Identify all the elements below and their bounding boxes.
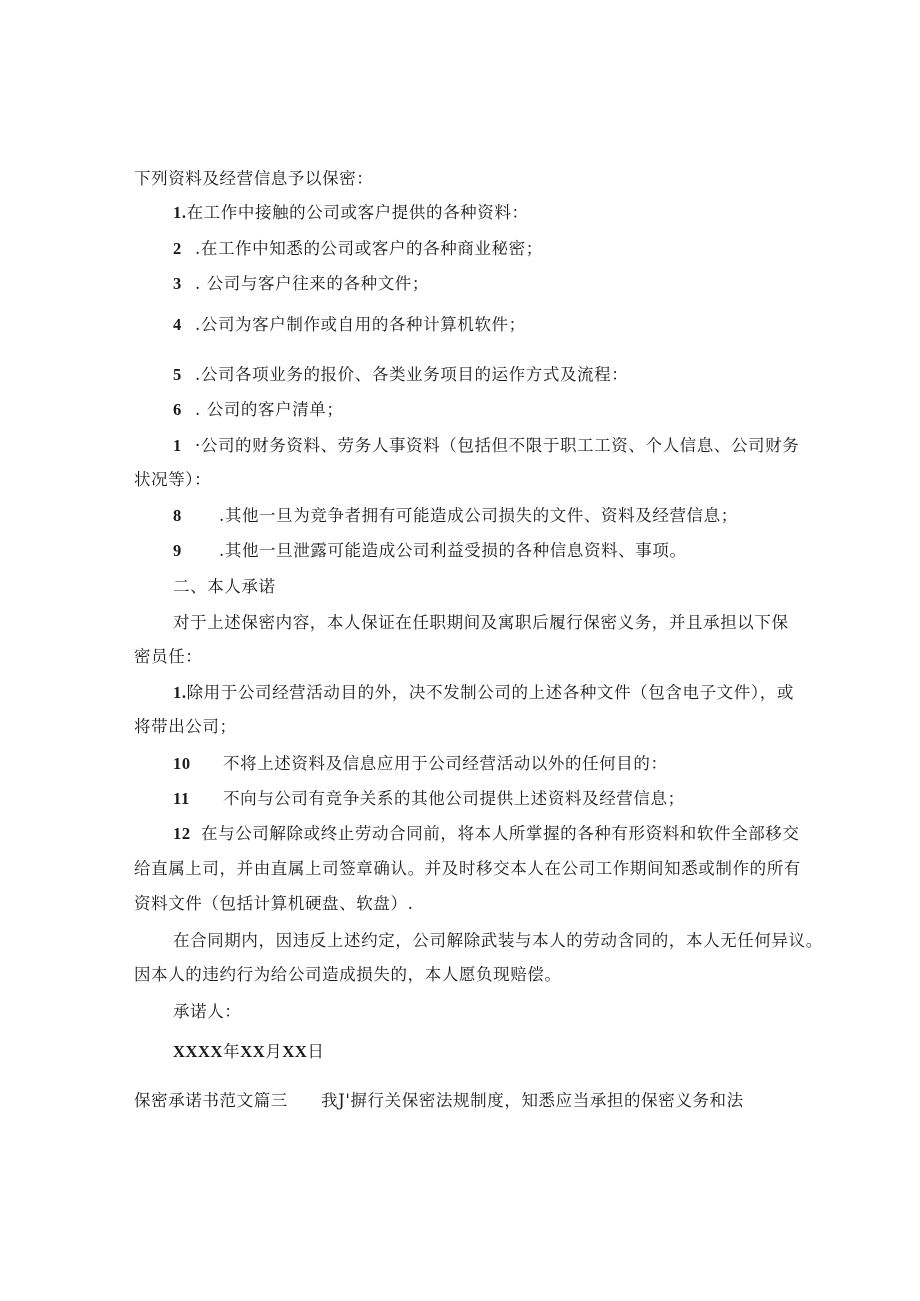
footer-section-title: 保密承诺书范文篇三 (134, 1091, 288, 1110)
item-text: . 公司的客户清单； (195, 400, 344, 419)
footer-section-text: 我J'摒行关保密法规制度，知悉应当承担的保密义务和法 (321, 1091, 744, 1110)
date-month: XX (240, 1042, 266, 1061)
date-year-unit: 年 (223, 1042, 241, 1061)
list-item-continuation: 状况等）： (134, 470, 212, 489)
item-number: 4 (173, 315, 182, 334)
list-item (173, 273, 429, 295)
item-number: 12 (173, 824, 191, 843)
promise-item (173, 788, 685, 810)
date-day-unit: 日 (307, 1042, 325, 1061)
list-item (173, 399, 344, 421)
closing-text-continuation: 因本人的违约行为给公司造成损失的，本人愿负现赔偿。 (134, 965, 562, 984)
promise-item (173, 753, 668, 775)
intro-text: 下列资料及经营信息予以保密： (134, 169, 374, 188)
item-number: 9 (173, 541, 182, 560)
item-number: 6 (173, 400, 182, 419)
item-number: 1. (173, 683, 187, 702)
signer-label: 承诺人： (173, 1002, 242, 1021)
item-text: . 公司与客户往来的各种文件； (195, 274, 429, 293)
item-text: .其他一旦泄露可能造成公司利益受损的各种信息资料、事项。 (219, 541, 687, 560)
item-number: 10 (173, 754, 191, 773)
list-item (173, 435, 799, 457)
item-number: 11 (173, 789, 190, 808)
promise-item-continuation: 将带出公司； (134, 717, 237, 736)
item-text: .公司为客户制作或自用的各种计算机软件； (195, 315, 526, 334)
date-month-unit: 月 (265, 1042, 283, 1061)
item-text: 在工作中接触的公司或客户提供的各种资料： (186, 203, 529, 222)
item-number: 1. (173, 203, 187, 222)
promise-item-continuation: 资料文件（包括计算机硬盘、软盘）. (134, 894, 414, 913)
promise-item (173, 682, 794, 704)
item-text: 不向与公司有竞争关系的其他公司提供上述资料及经营信息； (223, 789, 685, 808)
closing-text: 在合同期内，因违反上述约定，公司解除武装与本人的劳动含同的，本人无任何异议。 (173, 931, 823, 950)
item-text: ·公司的财务资料、劳务人事资料（包括但不限于职工工资、个人信息、公司财务 (195, 436, 800, 455)
list-item (173, 505, 738, 527)
item-text: .公司各项业务的报价、各类业务项目的运作方式及流程： (195, 365, 629, 384)
promise-item (173, 823, 800, 845)
promise-item-continuation: 给直属上司，并由直属上司签章确认。并及时移交本人在公司工作期间知悉或制作的所有 (134, 859, 801, 878)
item-number: 2 (173, 239, 182, 258)
item-text: .在工作中知悉的公司或客户的各种商业秘密； (195, 239, 543, 258)
item-number: 5 (173, 365, 182, 384)
item-number: 1 (173, 436, 182, 455)
promise-intro-continuation: 密员任： (134, 647, 203, 666)
item-text: 除用于公司经营活动目的外，决不发制公司的上述各种文件（包含电子文件），或 (186, 683, 794, 702)
item-text: .其他一旦为竞争者拥有可能造成公司损失的文件、资料及经营信息； (219, 506, 738, 525)
promise-intro: 对于上述保密内容，本人保证在任职期间及寓职后履行保密义务，并且承担以下保 (173, 613, 789, 632)
date-line (173, 1041, 325, 1063)
list-item (173, 314, 526, 336)
section-heading: 二、本人承诺 (173, 577, 276, 596)
list-item (173, 202, 529, 224)
list-item (173, 364, 628, 386)
item-number: 8 (173, 506, 182, 525)
date-year: XXXX (173, 1042, 224, 1061)
list-item (173, 238, 543, 260)
item-text: 在与公司解除或终止劳动合同前，将本人所掌握的各种有形资料和软件全部移交 (201, 824, 800, 843)
item-number: 3 (173, 274, 182, 293)
item-text: 不将上述资料及信息应用于公司经营活动以外的任何目的： (223, 754, 668, 773)
date-day: XX (282, 1042, 308, 1061)
list-item (173, 540, 687, 562)
